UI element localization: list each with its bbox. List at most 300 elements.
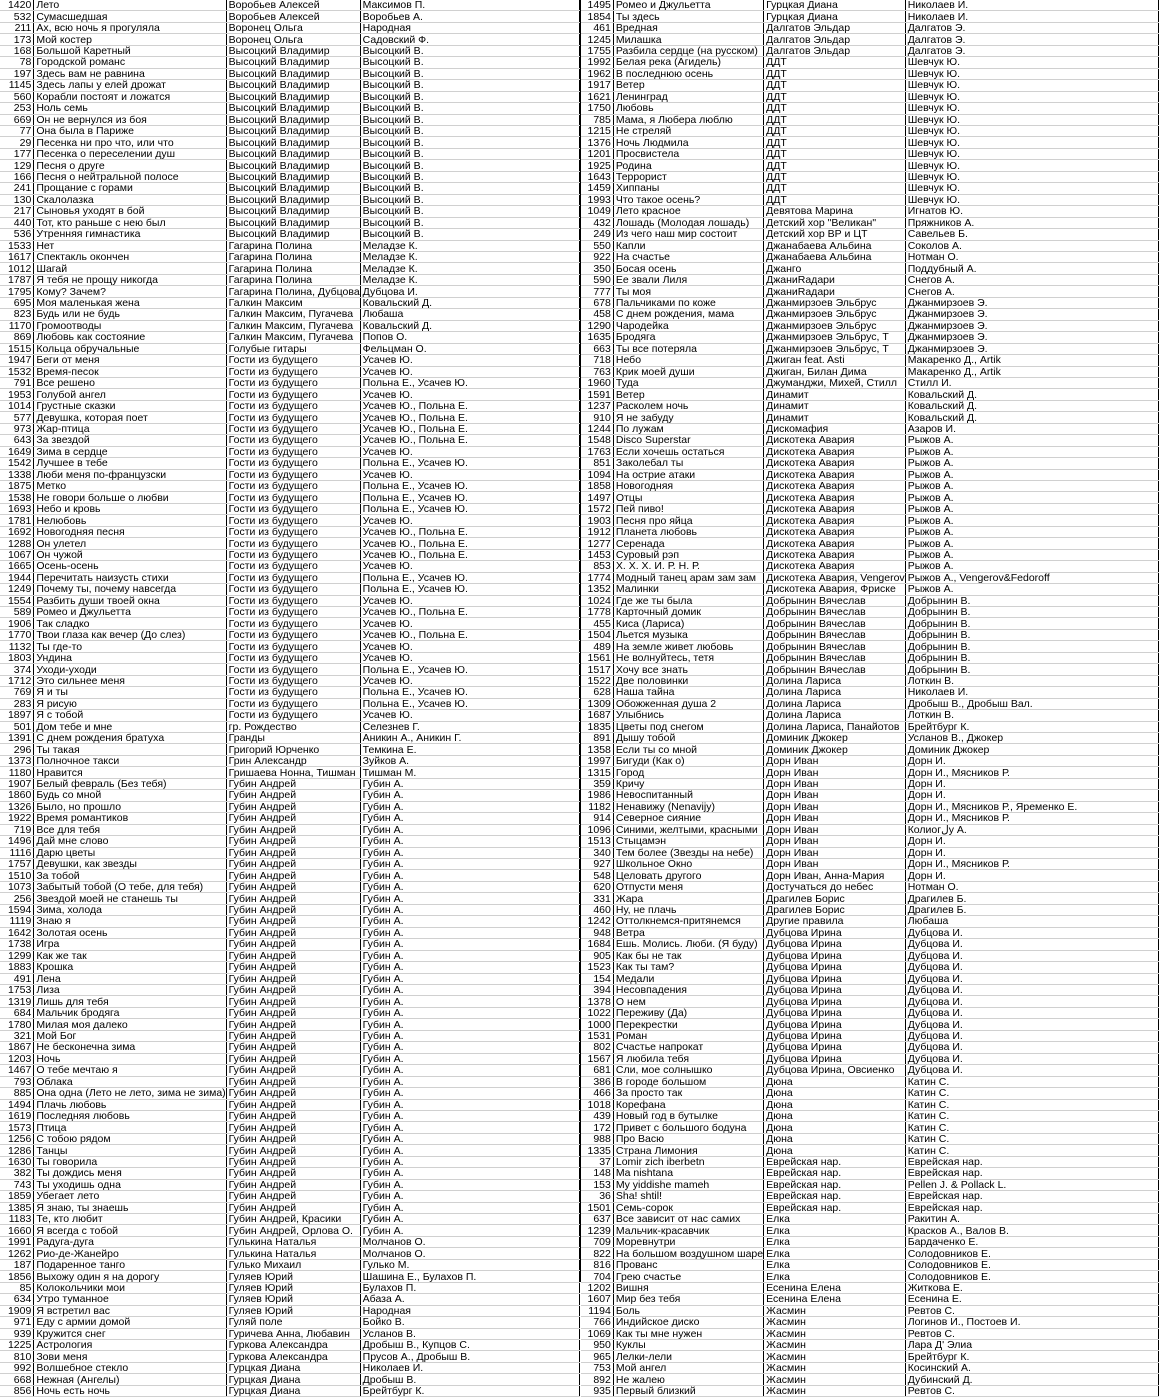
song-number-cell[interactable]: 1630 <box>0 1156 34 1167</box>
performer-cell[interactable]: Гости из будущего <box>226 549 360 560</box>
song-title-cell[interactable]: Подаренное танго <box>34 1259 226 1270</box>
song-title-cell[interactable]: Синими, желтыми, красными <box>613 824 763 835</box>
performer-cell[interactable]: Гурцкая Диана <box>764 11 906 22</box>
author-cell[interactable]: Тишман М. <box>360 767 579 778</box>
author-cell[interactable]: Шевчук Ю. <box>905 80 1158 91</box>
performer-cell[interactable]: Дискотека Авария <box>764 538 906 549</box>
performer-cell[interactable]: Воронец Ольга <box>226 22 360 33</box>
performer-cell[interactable]: Динамит <box>764 389 906 400</box>
author-cell[interactable]: Усачев Ю. <box>360 561 579 572</box>
author-cell[interactable]: Дорн И., Мясников Р. <box>905 767 1158 778</box>
author-cell[interactable]: Шевчук Ю. <box>905 137 1158 148</box>
author-cell[interactable]: Дорн И. <box>905 790 1158 801</box>
performer-cell[interactable]: Губин Андрей <box>226 916 360 927</box>
performer-cell[interactable]: Гуляев Юрий <box>226 1294 360 1305</box>
author-cell[interactable]: Лара Д' Элиа <box>905 1340 1158 1351</box>
author-cell[interactable]: Ковальский Д. <box>905 389 1158 400</box>
performer-cell[interactable]: Гулькина Наталья <box>226 1248 360 1259</box>
song-number-cell[interactable]: 1635 <box>581 332 613 343</box>
author-cell[interactable]: Логинов И., Постоев И. <box>905 1317 1158 1328</box>
song-title-cell[interactable]: Он чужой <box>34 549 226 560</box>
song-number-cell[interactable]: 822 <box>581 1248 613 1259</box>
song-title-cell[interactable]: Песенка ни про что, или что <box>34 137 226 148</box>
song-number-cell[interactable]: 296 <box>0 744 34 755</box>
song-number-cell[interactable]: 458 <box>581 309 613 320</box>
author-cell[interactable]: Дубцова И. <box>905 950 1158 961</box>
performer-cell[interactable]: Губин Андрей <box>226 836 360 847</box>
performer-cell[interactable]: Джанмирзоев Эльбрус <box>764 297 906 308</box>
performer-cell[interactable]: Высоцкий Владимир <box>226 137 360 148</box>
song-title-cell[interactable]: За тобой <box>34 870 226 881</box>
song-title-cell[interactable]: Будь со мной <box>34 790 226 801</box>
author-cell[interactable]: Солодовников Е. <box>905 1259 1158 1270</box>
song-title-cell[interactable]: Ночь Людмила <box>613 137 763 148</box>
song-number-cell[interactable]: 1373 <box>0 755 34 766</box>
author-cell[interactable]: Поддубный А. <box>905 263 1158 274</box>
author-cell[interactable]: Драгилев Б. <box>905 893 1158 904</box>
performer-cell[interactable]: Дубцова Ирина <box>764 1042 906 1053</box>
song-title-cell[interactable]: Ноль семь <box>34 103 226 114</box>
performer-cell[interactable]: Дюна <box>764 1122 906 1133</box>
song-number-cell[interactable]: 810 <box>0 1351 34 1362</box>
song-number-cell[interactable]: 793 <box>0 1076 34 1087</box>
author-cell[interactable]: Добрынин В. <box>905 618 1158 629</box>
song-title-cell[interactable]: Серенада <box>613 538 763 549</box>
performer-cell[interactable]: Жасмин <box>764 1385 906 1396</box>
author-cell[interactable]: Николаев И. <box>905 0 1158 11</box>
song-title-cell[interactable]: Перекрестки <box>613 1019 763 1030</box>
song-number-cell[interactable]: 1194 <box>581 1305 613 1316</box>
performer-cell[interactable]: Губин Андрей <box>226 778 360 789</box>
song-title-cell[interactable]: Невоспитанный <box>613 790 763 801</box>
performer-cell[interactable]: Губин Андрей <box>226 1053 360 1064</box>
author-cell[interactable]: Губин А. <box>360 939 579 950</box>
performer-cell[interactable]: Губин Андрей <box>226 1076 360 1087</box>
song-title-cell[interactable]: Нравится <box>34 767 226 778</box>
performer-cell[interactable]: Высоцкий Владимир <box>226 206 360 217</box>
song-title-cell[interactable]: Зови меня <box>34 1351 226 1362</box>
song-title-cell[interactable]: Ешь. Молись. Люби. (Я буду) <box>613 939 763 950</box>
song-title-cell[interactable]: Сумасшедшая <box>34 11 226 22</box>
song-title-cell[interactable]: Просвистела <box>613 148 763 159</box>
author-cell[interactable]: Шевчук Ю. <box>905 160 1158 171</box>
performer-cell[interactable]: Долина Лариса <box>764 698 906 709</box>
song-title-cell[interactable]: На земле живет любовь <box>613 641 763 652</box>
song-title-cell[interactable]: Ненавижу (Nenavijy) <box>613 801 763 812</box>
song-number-cell[interactable]: 1069 <box>581 1328 613 1339</box>
song-number-cell[interactable]: 1262 <box>0 1248 34 1259</box>
song-number-cell[interactable]: 129 <box>0 160 34 171</box>
author-cell[interactable]: Брейтбург К. <box>905 721 1158 732</box>
song-number-cell[interactable]: 922 <box>581 251 613 262</box>
song-title-cell[interactable]: Грею счастье <box>613 1271 763 1282</box>
author-cell[interactable]: Джанмирзоев Э. <box>905 297 1158 308</box>
song-title-cell[interactable]: Ночь есть ночь <box>34 1385 226 1396</box>
performer-cell[interactable]: Дискотека Авария <box>764 561 906 572</box>
author-cell[interactable]: Рыжов А. <box>905 549 1158 560</box>
song-number-cell[interactable]: 869 <box>0 332 34 343</box>
performer-cell[interactable]: Гуляев Юрий <box>226 1305 360 1316</box>
performer-cell[interactable]: Долина Лариса <box>764 687 906 698</box>
author-cell[interactable]: Джанмирзоев Э. <box>905 332 1158 343</box>
author-cell[interactable]: Рыжов А. <box>905 515 1158 526</box>
performer-cell[interactable]: Высоцкий Владимир <box>226 114 360 125</box>
performer-cell[interactable]: Гости из будущего <box>226 492 360 503</box>
song-number-cell[interactable]: 455 <box>581 618 613 629</box>
performer-cell[interactable]: ДжаниRадари <box>764 286 906 297</box>
author-cell[interactable]: Губин А. <box>360 973 579 984</box>
song-number-cell[interactable]: 154 <box>581 973 613 984</box>
author-cell[interactable]: Губин А. <box>360 1191 579 1202</box>
performer-cell[interactable]: Джанабаева Альбина <box>764 251 906 262</box>
song-title-cell[interactable]: Радуга-дуга <box>34 1236 226 1247</box>
song-number-cell[interactable]: 1907 <box>0 778 34 789</box>
song-number-cell[interactable]: 816 <box>581 1259 613 1270</box>
song-number-cell[interactable]: 1467 <box>0 1065 34 1076</box>
song-number-cell[interactable]: 1182 <box>581 801 613 812</box>
performer-cell[interactable]: Драгилев Борис <box>764 904 906 915</box>
song-number-cell[interactable]: 1202 <box>581 1282 613 1293</box>
author-cell[interactable]: Лоткин В. <box>905 710 1158 721</box>
performer-cell[interactable]: Гурцкая Диана <box>226 1385 360 1396</box>
author-cell[interactable]: Польна Е., Усачев Ю. <box>360 698 579 709</box>
song-number-cell[interactable]: 1770 <box>0 629 34 640</box>
performer-cell[interactable]: Губин Андрей <box>226 1042 360 1053</box>
song-number-cell[interactable]: 1391 <box>0 733 34 744</box>
author-cell[interactable]: Усачев Ю. <box>360 469 579 480</box>
song-title-cell[interactable]: Вишня <box>613 1282 763 1293</box>
song-title-cell[interactable]: Почему ты, почему навсегда <box>34 584 226 595</box>
song-title-cell[interactable]: Лето <box>34 0 226 11</box>
song-title-cell[interactable]: Нет <box>34 240 226 251</box>
performer-cell[interactable]: Дюна <box>764 1076 906 1087</box>
song-title-cell[interactable]: Он не вернулся из боя <box>34 114 226 125</box>
song-title-cell[interactable]: Песня про яйца <box>613 515 763 526</box>
performer-cell[interactable]: Далгатов Эльдар <box>764 22 906 33</box>
song-title-cell[interactable]: Прощание с горами <box>34 183 226 194</box>
song-title-cell[interactable]: Несовпадения <box>613 984 763 995</box>
song-title-cell[interactable]: Твои глаза как вечер (До слез) <box>34 629 226 640</box>
performer-cell[interactable]: Долина Лариса <box>764 675 906 686</box>
song-number-cell[interactable]: 1856 <box>0 1271 34 1282</box>
author-cell[interactable]: Польна Е., Усачев Ю. <box>360 481 579 492</box>
song-title-cell[interactable]: Нежная (Ангелы) <box>34 1374 226 1385</box>
author-cell[interactable]: Катин С. <box>905 1145 1158 1156</box>
author-cell[interactable]: Губин А. <box>360 1088 579 1099</box>
song-title-cell[interactable]: Новый год в бутылке <box>613 1110 763 1121</box>
song-title-cell[interactable]: Осень-осень <box>34 561 226 572</box>
song-title-cell[interactable]: Астрология <box>34 1340 226 1351</box>
song-number-cell[interactable]: 460 <box>581 904 613 915</box>
author-cell[interactable]: Катин С. <box>905 1099 1158 1110</box>
song-title-cell[interactable]: Страна Лимония <box>613 1145 763 1156</box>
song-number-cell[interactable]: 1201 <box>581 148 613 159</box>
performer-cell[interactable]: ДжаниRадари <box>764 274 906 285</box>
author-cell[interactable]: Макаренко Д., Artik <box>905 366 1158 377</box>
song-title-cell[interactable]: Разбить души твоей окна <box>34 595 226 606</box>
song-title-cell[interactable]: Не жалею <box>613 1374 763 1385</box>
author-cell[interactable]: Дробыш В., Купцов С. <box>360 1340 579 1351</box>
performer-cell[interactable]: Дорн Иван <box>764 755 906 766</box>
author-cell[interactable]: Губин А. <box>360 1214 579 1225</box>
performer-cell[interactable]: Воробьев Алексей <box>226 11 360 22</box>
author-cell[interactable]: Дубинский Д. <box>905 1374 1158 1385</box>
performer-cell[interactable]: Гости из будущего <box>226 675 360 686</box>
author-cell[interactable]: Меладзе К. <box>360 263 579 274</box>
author-cell[interactable]: Губин А. <box>360 904 579 915</box>
author-cell[interactable]: Савельев Б. <box>905 229 1158 240</box>
song-title-cell[interactable]: Последняя любовь <box>34 1110 226 1121</box>
song-number-cell[interactable]: 77 <box>0 125 34 136</box>
song-number-cell[interactable]: 440 <box>0 217 34 228</box>
song-title-cell[interactable]: Где же ты была <box>613 595 763 606</box>
song-number-cell[interactable]: 1567 <box>581 1053 613 1064</box>
performer-cell[interactable]: Добрынин Вячеслав <box>764 595 906 606</box>
song-title-cell[interactable]: Она одна (Лето не лето, зима не зима) <box>34 1088 226 1099</box>
song-number-cell[interactable]: 130 <box>0 194 34 205</box>
song-title-cell[interactable]: Лучшее в тебе <box>34 458 226 469</box>
performer-cell[interactable]: Высоцкий Владимир <box>226 148 360 159</box>
song-number-cell[interactable]: 1573 <box>0 1122 34 1133</box>
song-title-cell[interactable]: Планета любовь <box>613 526 763 537</box>
performer-cell[interactable]: Высоцкий Владимир <box>226 217 360 228</box>
author-cell[interactable]: Рыжов А. <box>905 435 1158 446</box>
song-title-cell[interactable]: Лето красное <box>613 206 763 217</box>
performer-cell[interactable]: Жасмин <box>764 1362 906 1373</box>
author-cell[interactable]: Губин А. <box>360 1202 579 1213</box>
song-title-cell[interactable]: Жара <box>613 893 763 904</box>
performer-cell[interactable]: Гости из будущего <box>226 561 360 572</box>
song-number-cell[interactable]: 1660 <box>0 1225 34 1236</box>
song-title-cell[interactable]: Стыцамэн <box>613 836 763 847</box>
song-title-cell[interactable]: Мир без тебя <box>613 1294 763 1305</box>
song-title-cell[interactable]: Боль <box>613 1305 763 1316</box>
performer-cell[interactable]: Дюна <box>764 1145 906 1156</box>
song-title-cell[interactable]: Ночь <box>34 1053 226 1064</box>
song-title-cell[interactable]: Первый близкий <box>613 1385 763 1396</box>
author-cell[interactable]: Любаша <box>905 916 1158 927</box>
author-cell[interactable]: Молчанов О. <box>360 1236 579 1247</box>
song-number-cell[interactable]: 1607 <box>581 1294 613 1305</box>
performer-cell[interactable]: Гранды <box>226 733 360 744</box>
performer-cell[interactable]: Губин Андрей <box>226 1168 360 1179</box>
performer-cell[interactable]: Губин Андрей <box>226 893 360 904</box>
song-title-cell[interactable]: Лиза <box>34 984 226 995</box>
performer-cell[interactable]: Галкин Максим, Пугачева <box>226 332 360 343</box>
song-title-cell[interactable]: Террорист <box>613 171 763 182</box>
song-title-cell[interactable]: Разбила сердце (на русском) <box>613 45 763 56</box>
song-title-cell[interactable]: Кричу <box>613 778 763 789</box>
performer-cell[interactable]: Гости из будущего <box>226 629 360 640</box>
author-cell[interactable]: Губин А. <box>360 1133 579 1144</box>
performer-cell[interactable]: Дискотека Авария <box>764 503 906 514</box>
song-title-cell[interactable]: Сыновья уходят в бой <box>34 206 226 217</box>
song-number-cell[interactable]: 1854 <box>581 11 613 22</box>
song-number-cell[interactable]: 1750 <box>581 103 613 114</box>
song-title-cell[interactable]: Хочу все знать <box>613 664 763 675</box>
song-title-cell[interactable]: Тот, кто раньше с нею был <box>34 217 226 228</box>
song-title-cell[interactable]: Кружится снег <box>34 1328 226 1339</box>
song-number-cell[interactable]: 85 <box>0 1282 34 1293</box>
song-title-cell[interactable]: Ma nishtana <box>613 1168 763 1179</box>
song-number-cell[interactable]: 1256 <box>0 1133 34 1144</box>
performer-cell[interactable]: Добрынин Вячеслав <box>764 607 906 618</box>
author-cell[interactable]: Губин А. <box>360 1145 579 1156</box>
performer-cell[interactable]: Дорн Иван <box>764 767 906 778</box>
song-title-cell[interactable]: С днем рождения, мама <box>613 309 763 320</box>
song-number-cell[interactable]: 1925 <box>581 160 613 171</box>
author-cell[interactable]: Катин С. <box>905 1133 1158 1144</box>
song-number-cell[interactable]: 37 <box>581 1156 613 1167</box>
author-cell[interactable]: Ковальский Д. <box>360 297 579 308</box>
song-title-cell[interactable]: Песенка о переселении душ <box>34 148 226 159</box>
author-cell[interactable]: Катин С. <box>905 1110 1158 1121</box>
performer-cell[interactable]: Гости из будущего <box>226 538 360 549</box>
author-cell[interactable]: Азаров И. <box>905 423 1158 434</box>
song-number-cell[interactable]: 148 <box>581 1168 613 1179</box>
author-cell[interactable]: Высоцкий В. <box>360 80 579 91</box>
song-title-cell[interactable]: Уходи-уходи <box>34 664 226 675</box>
song-title-cell[interactable]: Ну, не плачь <box>613 904 763 915</box>
song-number-cell[interactable]: 249 <box>581 229 613 240</box>
performer-cell[interactable]: Высоцкий Владимир <box>226 57 360 68</box>
performer-cell[interactable]: Гости из будущего <box>226 710 360 721</box>
performer-cell[interactable]: Дубцова Ирина <box>764 1053 906 1064</box>
song-number-cell[interactable]: 1245 <box>581 34 613 45</box>
author-cell[interactable]: Добрынин В. <box>905 652 1158 663</box>
author-cell[interactable]: Губин А. <box>360 1019 579 1030</box>
author-cell[interactable]: Польна Е., Усачев Ю. <box>360 503 579 514</box>
song-number-cell[interactable]: 1787 <box>0 274 34 285</box>
performer-cell[interactable]: Добрынин Вячеслав <box>764 664 906 675</box>
song-title-cell[interactable]: Не говори больше о любви <box>34 492 226 503</box>
author-cell[interactable]: Губин А. <box>360 1156 579 1167</box>
author-cell[interactable]: Катин С. <box>905 1088 1158 1099</box>
author-cell[interactable]: Шевчук Ю. <box>905 125 1158 136</box>
author-cell[interactable]: Шевчук Ю. <box>905 148 1158 159</box>
song-title-cell[interactable]: Я знаю, ты знаешь <box>34 1202 226 1213</box>
author-cell[interactable]: Брейтбург К. <box>905 1351 1158 1362</box>
author-cell[interactable]: Губин А. <box>360 1168 579 1179</box>
author-cell[interactable]: Ревтов С. <box>905 1328 1158 1339</box>
author-cell[interactable]: Любаша <box>360 309 579 320</box>
song-title-cell[interactable]: Выхожу один я на дорогу <box>34 1271 226 1282</box>
song-title-cell[interactable]: За звездой <box>34 435 226 446</box>
song-title-cell[interactable]: Не волнуйтесь, тетя <box>613 652 763 663</box>
author-cell[interactable]: Дробыш В. <box>360 1374 579 1385</box>
song-number-cell[interactable]: 766 <box>581 1317 613 1328</box>
author-cell[interactable]: Усачев Ю. <box>360 366 579 377</box>
song-number-cell[interactable]: 78 <box>0 57 34 68</box>
performer-cell[interactable]: Драгилев Борис <box>764 893 906 904</box>
author-cell[interactable]: Темкина Е. <box>360 744 579 755</box>
song-number-cell[interactable]: 501 <box>0 721 34 732</box>
author-cell[interactable]: Польна Е., Усачев Ю. <box>360 572 579 583</box>
author-cell[interactable]: Дорн И. <box>905 870 1158 881</box>
author-cell[interactable]: Соколов А. <box>905 240 1158 251</box>
author-cell[interactable]: Меладзе К. <box>360 251 579 262</box>
song-title-cell[interactable]: Привет с большого бодуна <box>613 1122 763 1133</box>
author-cell[interactable]: Лоткин В. <box>905 675 1158 686</box>
song-number-cell[interactable]: 709 <box>581 1236 613 1247</box>
performer-cell[interactable]: Губин Андрей <box>226 1110 360 1121</box>
performer-cell[interactable]: Елка <box>764 1225 906 1236</box>
performer-cell[interactable]: Гагарина Полина <box>226 263 360 274</box>
performer-cell[interactable]: Голубые гитары <box>226 343 360 354</box>
performer-cell[interactable]: Губин Андрей <box>226 1179 360 1190</box>
performer-cell[interactable]: Губин Андрей <box>226 950 360 961</box>
performer-cell[interactable]: Губин Андрей <box>226 1202 360 1213</box>
song-number-cell[interactable]: 1774 <box>581 572 613 583</box>
song-title-cell[interactable]: Будь или не будь <box>34 309 226 320</box>
song-number-cell[interactable]: 1858 <box>581 481 613 492</box>
performer-cell[interactable]: ДДТ <box>764 103 906 114</box>
song-number-cell[interactable]: 1096 <box>581 824 613 835</box>
song-title-cell[interactable]: Целовать другого <box>613 870 763 881</box>
author-cell[interactable]: Брейтбург К. <box>360 1385 579 1396</box>
song-number-cell[interactable]: 1692 <box>0 526 34 537</box>
author-cell[interactable]: Нотман О. <box>905 881 1158 892</box>
song-number-cell[interactable]: 851 <box>581 458 613 469</box>
song-title-cell[interactable]: Счастье напрокат <box>613 1042 763 1053</box>
song-number-cell[interactable]: 1778 <box>581 607 613 618</box>
song-title-cell[interactable]: Девушка, которая поет <box>34 412 226 423</box>
song-title-cell[interactable]: Скалолазка <box>34 194 226 205</box>
song-number-cell[interactable]: 1643 <box>581 171 613 182</box>
song-number-cell[interactable]: 1094 <box>581 469 613 480</box>
performer-cell[interactable]: Высоцкий Владимир <box>226 80 360 91</box>
song-number-cell[interactable]: 628 <box>581 687 613 698</box>
performer-cell[interactable]: Дубцова Ирина <box>764 939 906 950</box>
performer-cell[interactable]: Гости из будущего <box>226 572 360 583</box>
performer-cell[interactable]: Губин Андрей <box>226 939 360 950</box>
author-cell[interactable]: Воробьев А. <box>360 11 579 22</box>
performer-cell[interactable]: Дискомафия <box>764 423 906 434</box>
song-number-cell[interactable]: 950 <box>581 1340 613 1351</box>
song-number-cell[interactable]: 1738 <box>0 939 34 950</box>
performer-cell[interactable]: Губин Андрей <box>226 881 360 892</box>
song-title-cell[interactable]: Знаю я <box>34 916 226 927</box>
author-cell[interactable]: Высоцкий В. <box>360 148 579 159</box>
performer-cell[interactable]: Гости из будущего <box>226 595 360 606</box>
performer-cell[interactable]: Джиган feat. Asti <box>764 355 906 366</box>
song-title-cell[interactable]: Что такое осень? <box>613 194 763 205</box>
author-cell[interactable]: Губин А. <box>360 778 579 789</box>
performer-cell[interactable]: Жасмин <box>764 1328 906 1339</box>
author-cell[interactable]: Дубцова И. <box>905 1030 1158 1041</box>
song-title-cell[interactable]: Ты уходишь одна <box>34 1179 226 1190</box>
song-number-cell[interactable]: 802 <box>581 1042 613 1053</box>
author-cell[interactable]: Еврейская нар. <box>905 1202 1158 1213</box>
song-title-cell[interactable]: Улыбнись <box>613 710 763 721</box>
song-title-cell[interactable]: Город <box>613 767 763 778</box>
song-title-cell[interactable]: Еду с армии домой <box>34 1317 226 1328</box>
author-cell[interactable]: Рыжов А. <box>905 503 1158 514</box>
song-number-cell[interactable]: 1903 <box>581 515 613 526</box>
performer-cell[interactable]: Галкин Максим, Пугачева <box>226 320 360 331</box>
song-number-cell[interactable]: 1875 <box>0 481 34 492</box>
song-number-cell[interactable]: 256 <box>0 893 34 904</box>
song-title-cell[interactable]: Зима в сердце <box>34 446 226 457</box>
song-title-cell[interactable]: Дай мне слово <box>34 836 226 847</box>
song-title-cell[interactable]: Любовь как состояние <box>34 332 226 343</box>
song-title-cell[interactable]: Плачь любовь <box>34 1099 226 1110</box>
song-number-cell[interactable]: 1542 <box>0 458 34 469</box>
song-number-cell[interactable]: 1119 <box>0 916 34 927</box>
song-number-cell[interactable]: 988 <box>581 1133 613 1144</box>
author-cell[interactable]: Усачев Ю. <box>360 710 579 721</box>
song-number-cell[interactable]: 939 <box>0 1328 34 1339</box>
